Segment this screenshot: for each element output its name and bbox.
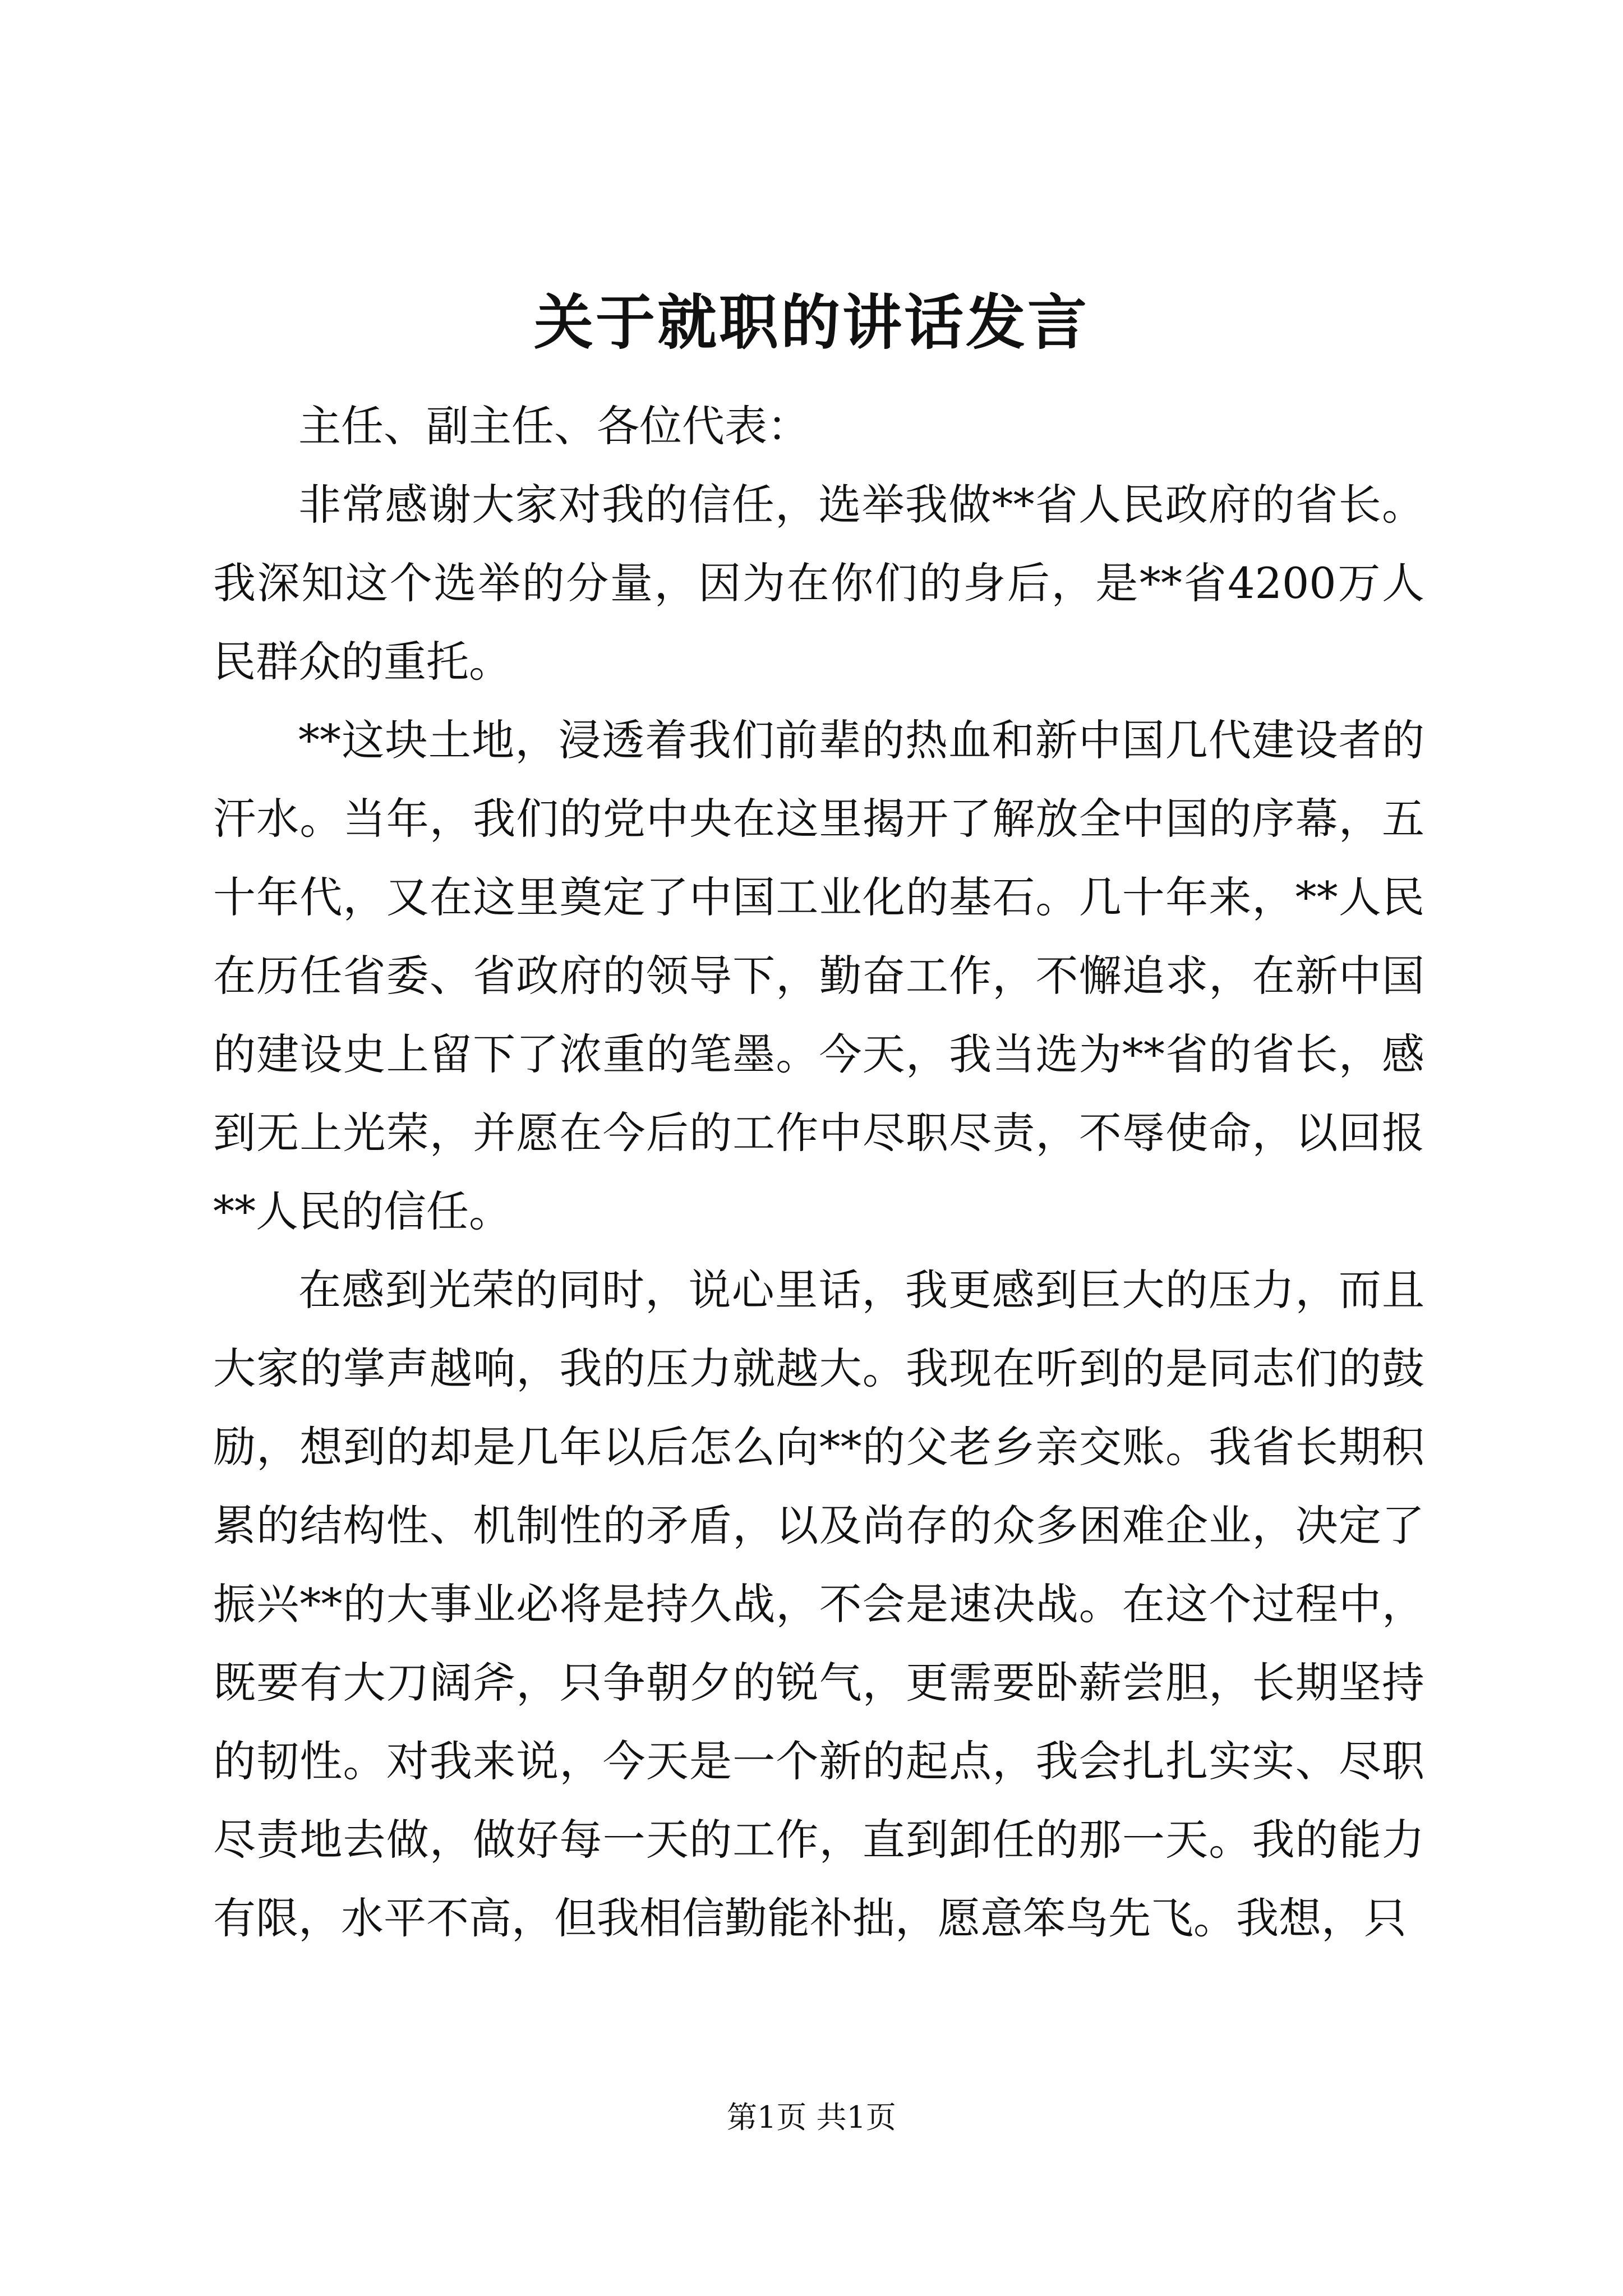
document-title: 关于就职的讲话发言	[534, 287, 1089, 357]
page-footer: 第1页 共1页	[727, 2100, 896, 2135]
body-paragraph: 非常感谢大家对我的信任，选举我做**省人民政府的省长。我深知这个选举的分量，因为在你们的身后，是**省4200万人民群众的重托。	[213, 480, 1424, 687]
document-body	[213, 387, 1424, 1958]
body-paragraph: 在感到光荣的同时，说心里话，我更感到巨大的压力，而且大家的掌声越响，我的压力就越大。我现在听到的是同志们的鼓励，想到的却是几年以后怎么向**的父老乡亲交账。我省长期积累的结构性、机制性的矛盾，以及尚存的众多困难企业，决定了振兴**的大事业必将是持久战，不会是速决战。在这个过程中，既要有大刀阔斧，只争朝夕的锐气，更需要卧薪尝胆，长期坚持的韧性。对我来说，今天是一个新的起点，我会扎扎实实、尽职尽责地去做，做好每一天的工作，直到卸任的那一天。我的能力有限，水平不高，但我相信勤能补拙，愿意笨鸟先飞。我想，只	[213, 1265, 1424, 1943]
salutation-paragraph: 主任、副主任、各位代表：	[298, 401, 810, 451]
body-paragraph: **这块土地，浸透着我们前辈的热血和新中国几代建设者的汗水。当年，我们的党中央在这里揭开了解放全中国的序幕，五十年代，又在这里奠定了中国工业化的基石。几十年来，**人民在历任省委、省政府的领导下，勤奋工作，不懈追求，在新中国的建设史上留下了浓重的笔墨。今天，我当选为**省的省长，感到无上光荣，并愿在今后的工作中尽职尽责，不辱使命，以回报**人民的信任。	[213, 715, 1424, 1236]
